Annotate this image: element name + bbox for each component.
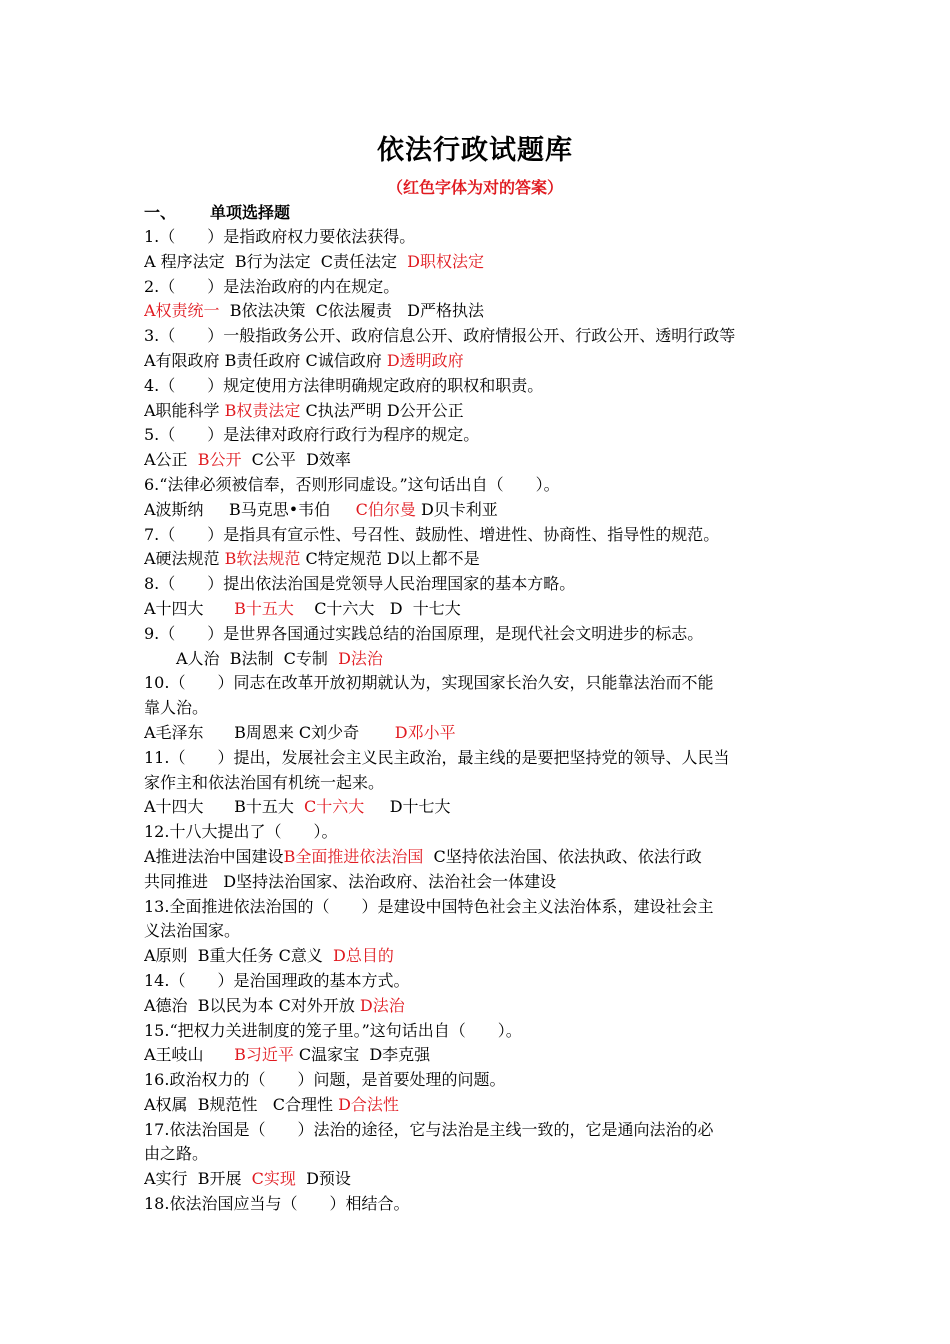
text-line — [144, 820, 814, 845]
text-segment: 6.“法律必须被信奉，否则形同虚设。”这句话出自（ ）。 — [144, 474, 560, 494]
correct-answer: D法治 — [338, 648, 383, 668]
text-segment: A十四大 B十五大 — [144, 797, 305, 817]
text-line — [144, 622, 814, 647]
text-line — [144, 994, 814, 1019]
text-line — [144, 250, 814, 275]
text-segment: 由之路。 — [144, 1144, 209, 1164]
text-segment: 3.（ ）一般指政务公开、政府信息公开、政府情报公开、行政公开、透明行政等 — [144, 326, 736, 346]
text-line — [144, 647, 814, 672]
text-line — [144, 498, 814, 523]
text-segment: A硬法规范 — [144, 549, 225, 569]
text-line — [144, 895, 814, 920]
text-segment: C十六大 D 十七大 — [293, 598, 461, 618]
text-segment: C执法严明 D公开公正 — [300, 400, 464, 420]
text-segment: 义法治国家。 — [144, 921, 241, 941]
text-line — [144, 1043, 814, 1068]
text-segment: 10.（ ）同志在改革开放初期就认为，实现国家长治久安，只能靠法治而不能 — [144, 673, 714, 693]
text-segment: D十七大 — [364, 797, 451, 817]
section-heading — [144, 200, 290, 223]
text-segment: A人治 B法制 C专制 — [176, 648, 339, 668]
text-segment: 1.（ ）是指政府权力要依法获得。 — [144, 227, 416, 246]
correct-answer: C十六大 — [304, 797, 365, 817]
text-segment: C公平 D效率 — [241, 450, 351, 470]
text-segment: D贝卡利亚 — [415, 499, 498, 519]
question-list — [144, 225, 814, 1217]
correct-answer: D合法性 — [338, 1094, 399, 1114]
text-segment: 8.（ ）提出依法治国是党领导人民治理国家的基本方略。 — [144, 574, 576, 594]
text-line — [144, 473, 814, 498]
correct-answer: D邓小平 — [394, 722, 456, 742]
correct-answer: B权责法定 — [224, 400, 301, 420]
text-line — [144, 448, 814, 473]
text-segment: 13.全面推进依法治国的（ ）是建设中国特色社会主义法治体系，建设社会主 — [144, 896, 714, 916]
correct-answer: D法治 — [359, 995, 405, 1015]
text-segment: A公正 — [144, 450, 198, 470]
text-line — [144, 523, 814, 548]
page-subtitle: （红色字体为对的答案） — [386, 178, 563, 197]
text-line — [144, 919, 814, 944]
text-line — [144, 1118, 814, 1143]
text-line — [144, 299, 814, 324]
correct-answer: B软法规范 — [224, 549, 301, 569]
text-line — [144, 845, 814, 870]
text-segment: A推进法治中国建设 — [144, 846, 284, 866]
text-line — [144, 1068, 814, 1093]
text-line — [144, 1093, 814, 1118]
text-line — [144, 1142, 814, 1167]
text-line — [144, 275, 814, 300]
text-line — [144, 423, 814, 448]
text-line — [144, 399, 814, 424]
correct-answer: D总目的 — [333, 946, 394, 966]
text-segment: A毛泽东 B周恩来 C刘少奇 — [144, 722, 395, 742]
text-segment: 12.十八大提出了（ ）。 — [144, 822, 338, 842]
text-line — [144, 547, 814, 572]
text-segment: A原则 B重大任务 C意义 — [144, 946, 333, 966]
correct-answer: C伯尔曼 — [355, 499, 416, 519]
page-title: 依法行政试题库 — [377, 135, 573, 166]
text-segment: 家作主和依法治国有机统一起来。 — [144, 772, 385, 792]
text-segment: 17.依法治国是（ ）法治的途径，它与法治是主线一致的，它是通向法治的必 — [144, 1119, 714, 1139]
text-line — [144, 349, 814, 374]
text-line — [144, 1167, 814, 1192]
text-segment: 9.（ ）是世界各国通过实践总结的治国原理，是现代社会文明进步的标志。 — [144, 623, 704, 643]
text-line — [144, 771, 814, 796]
text-line — [144, 597, 814, 622]
text-segment: 15.“把权力关进制度的笼子里。”这句话出自（ ）。 — [144, 1020, 522, 1040]
correct-answer: B十五大 — [234, 598, 294, 618]
correct-answer: B全面推进依法治国 — [283, 846, 424, 866]
text-line — [144, 721, 814, 746]
correct-answer: B习近平 — [234, 1045, 294, 1065]
text-line — [144, 969, 814, 994]
text-segment: C特定规范 D以上都不是 — [300, 549, 480, 569]
text-segment: A王岐山 — [144, 1045, 235, 1065]
text-line — [144, 795, 814, 820]
text-segment: 共同推进 D坚持法治国家、法治政府、法治社会一体建设 — [144, 871, 557, 891]
text-segment: A实行 B开展 — [144, 1169, 252, 1189]
text-line — [144, 671, 814, 696]
text-segment: C温家宝 D李克强 — [293, 1045, 431, 1065]
text-line — [144, 572, 814, 597]
text-segment: 5.（ ）是法律对政府行政行为程序的规定。 — [144, 425, 480, 445]
section-number: 一、 — [144, 203, 177, 222]
text-segment: 靠人治。 — [144, 698, 209, 718]
text-segment: 4.（ ）规定使用方法律明确规定政府的职权和职责。 — [144, 375, 544, 395]
text-segment: A波斯纳 B马克思•韦伯 — [144, 499, 356, 519]
text-line — [144, 324, 814, 349]
text-segment: 2.（ ）是法治政府的内在规定。 — [144, 276, 400, 296]
text-segment: 7.（ ）是指具有宣示性、号召性、鼓励性、增进性、协商性、指导性的规范。 — [144, 524, 720, 544]
text-line — [144, 870, 814, 895]
text-line — [144, 225, 814, 250]
text-line — [144, 746, 814, 771]
text-segment: A权属 B规范性 C合理性 — [144, 1094, 339, 1114]
correct-answer: D职权法定 — [407, 251, 485, 271]
correct-answer: C实现 — [251, 1169, 296, 1189]
text-segment: 11.（ ）提出，发展社会主义民主政治，最主线的是要把坚持党的领导、人民当 — [144, 747, 730, 767]
text-segment: A十四大 — [144, 598, 235, 618]
text-segment: A职能科学 — [144, 400, 225, 420]
text-segment: 14.（ ）是治国理政的基本方式。 — [144, 970, 410, 990]
text-segment: A有限政府 B责任政府 C诚信政府 — [144, 350, 387, 370]
text-segment: A德治 B以民为本 C对外开放 — [144, 995, 360, 1015]
text-segment: 16.政治权力的（ ）问题，是首要处理的问题。 — [144, 1070, 506, 1090]
text-line — [144, 374, 814, 399]
text-segment: C坚持依法治国、依法执政、依法行政 — [423, 846, 702, 866]
text-segment: 18.依法治国应当与（ ）相结合。 — [144, 1194, 410, 1214]
text-line — [144, 944, 814, 969]
text-segment: D预设 — [295, 1169, 351, 1189]
section-label: 单项选择题 — [210, 203, 291, 222]
text-segment: B依法决策 C依法履责 D严格执法 — [219, 301, 484, 321]
text-line — [144, 696, 814, 721]
correct-answer: D透明政府 — [386, 350, 464, 370]
text-line — [144, 1192, 814, 1217]
text-line — [144, 1019, 814, 1044]
text-segment: A 程序法定 B行为法定 C责任法定 — [144, 251, 408, 271]
correct-answer: A权责统一 — [144, 301, 220, 321]
correct-answer: B公开 — [197, 450, 242, 470]
